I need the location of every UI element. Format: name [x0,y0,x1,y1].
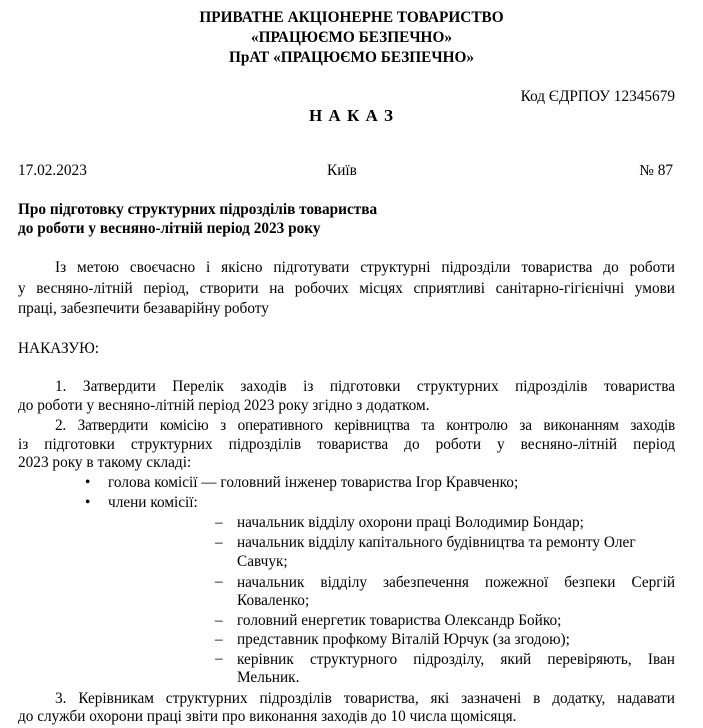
item1-line1: 1. Затвердити Перелік заходів із підготовки структурних підрозділів товариства [55,378,675,395]
document-date: 17.02.2023 [18,162,87,179]
bullet-icon: • [85,494,91,511]
edrpou-code: Код ЄДРПОУ 12345679 [520,88,675,105]
dash-icon: – [215,514,223,531]
subject-line1: Про підготовку структурних підрозділів товариства [18,201,378,218]
item3-line2: до служби охорони праці звіти про виконання заходів до 10 числа щомісяця. [18,708,517,725]
bullet-item: голова комісії — головний інженер товариства Ігор Кравченко; [108,474,519,491]
member-item: керівник структурного підрозділу, який перевіряють, Іван [237,651,675,668]
preamble-line3: праці, забезпечити безаварійну роботу [18,300,269,317]
member-item: представник профкому Віталій Юрчук (за згодою); [237,631,570,648]
company-short-name: ПрАТ «ПРАЦЮЄМО БЕЗПЕЧНО» [228,49,475,66]
document-number: № 87 [639,162,673,179]
subject-line2: до роботи у весняно-літній період 2023 року [18,220,321,237]
member-item: начальник відділу охорони праці Володимир Бондар; [237,514,584,531]
preamble-line2: у весняно-літній період, створити на робочих місцях сприятливі санітарно-гігієнічні умови [18,280,675,297]
item2-line3: 2023 року в такому складі: [18,454,192,471]
preamble-line1: Із метою своєчасно і якісно підготувати структурні підрозділи товариства до роботи [55,259,675,276]
item2-line2: із підготовки структурних підрозділів товариства до роботи у весняно-літній період [18,436,675,453]
dash-icon: – [215,650,223,667]
member-item: головний енергетик товариства Олександр Бойко; [237,612,562,629]
document-title: Н А К А З [308,106,395,125]
dash-icon: – [215,631,223,648]
member-item-cont: Мельник. [237,669,300,686]
member-item-cont: Савчук; [237,553,288,570]
dash-icon: – [215,612,223,629]
member-item-cont: Коваленко; [237,592,310,609]
dash-icon: – [215,573,223,590]
item1-line2: до роботи у весняно-літній період 2023 року згідно з додатком. [18,397,430,414]
member-item: начальник відділу капітального будівництва та ремонту Олег [237,534,636,551]
company-name-line2: «ПРАЦЮЄМО БЕЗПЕЧНО» [251,29,452,46]
item2-line1: 2. Затвердити комісію з оперативного керівництва та контролю за виконанням заходів [55,417,675,434]
bullet-icon: • [85,474,91,491]
item3-line1: 3. Керівникам структурних підрозділів товариства, які зазначені в додатку, надавати [55,690,675,707]
document-city: Київ [327,162,357,179]
member-item: начальник відділу забезпечення пожежної безпеки Сергій [237,574,675,591]
bullet-item: члени комісії: [108,494,198,511]
dash-icon: – [215,534,223,551]
company-name-line1: ПРИВАТНЕ АКЦІОНЕРНЕ ТОВАРИСТВО [199,9,504,26]
order-word: НАКАЗУЮ: [18,340,100,357]
